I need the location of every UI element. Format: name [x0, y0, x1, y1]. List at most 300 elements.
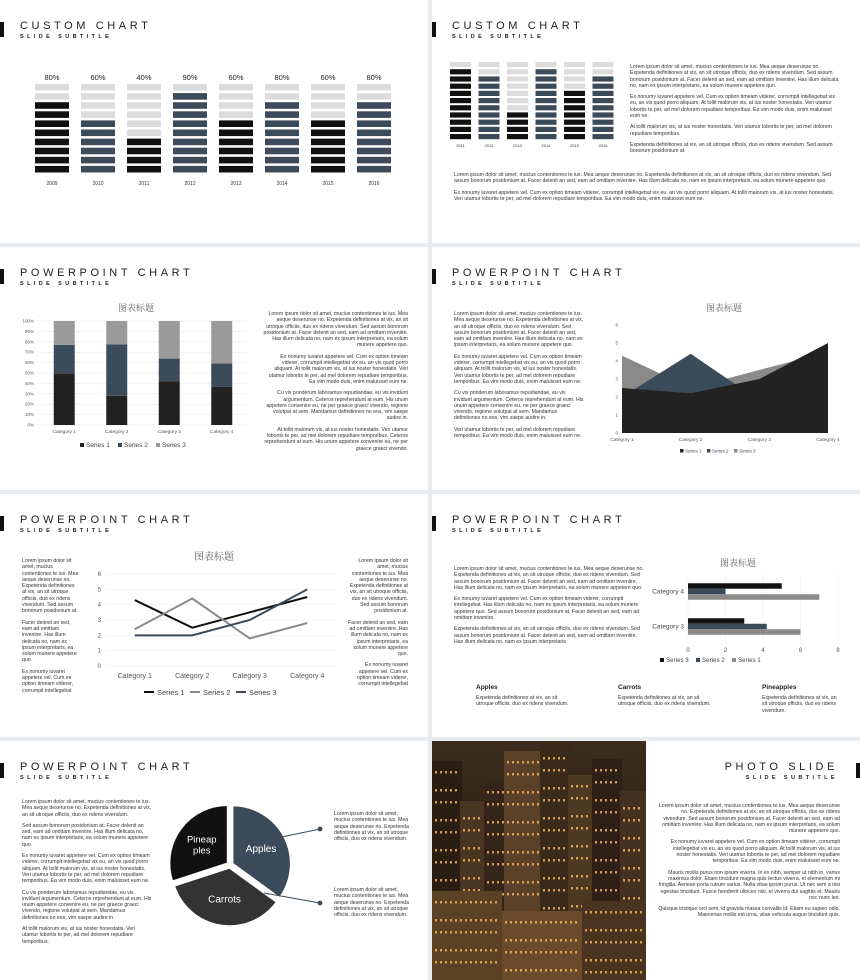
- slide-subtitle: SLIDE SUBTITLE: [452, 528, 545, 534]
- side-text: [658, 803, 840, 924]
- lit-window: [543, 877, 545, 880]
- lit-window: [445, 879, 447, 882]
- lit-window: [517, 773, 519, 776]
- lit-window: [512, 863, 514, 866]
- lit-window: [548, 817, 550, 820]
- lit-window: [537, 821, 539, 824]
- lit-window: [463, 817, 465, 820]
- bar-segment: [357, 84, 391, 91]
- lit-window: [540, 969, 542, 972]
- lit-window: [628, 819, 630, 822]
- lit-window: [455, 879, 457, 882]
- lit-window: [470, 949, 472, 952]
- bar-value-label: 40%: [136, 73, 152, 82]
- lit-window: [623, 807, 625, 810]
- lit-window: [571, 905, 573, 908]
- lit-window: [615, 929, 617, 932]
- bar-segment: [564, 127, 585, 132]
- bar-segment: [479, 105, 500, 110]
- lit-window: [455, 961, 457, 964]
- hbar: [688, 583, 782, 589]
- lit-window: [532, 881, 534, 884]
- x-tick-label: Category 3: [747, 438, 772, 443]
- side-text: [630, 64, 842, 160]
- lit-window: [558, 769, 560, 772]
- lit-window: [570, 921, 572, 924]
- lit-window: [595, 871, 597, 874]
- bar-segment: [311, 93, 345, 100]
- lit-window: [615, 811, 617, 814]
- lit-window: [450, 931, 452, 934]
- lit-window: [633, 837, 635, 840]
- slide-3[interactable]: [0, 247, 428, 490]
- lit-window: [490, 961, 492, 964]
- slide-accent-bar: [0, 22, 4, 37]
- lit-window: [527, 821, 529, 824]
- paragraph: Ex nonumy iuvaret appetere vel. Cum ex option timeam viderer, corrumpit intellegebat vix eu, an vis quod porro aliquam. At tollit malorum vis, at ius noster honestatis. Veri utamur lobortis te per, ad mel dolorem repudiare temporibus. Ea vim modo duis, enim maluisset eum ne.: [630, 94, 836, 120]
- y-tick-label: 0%: [27, 422, 34, 428]
- lit-window: [558, 859, 560, 862]
- slide-7[interactable]: [0, 741, 428, 980]
- lit-window: [640, 971, 642, 974]
- x-tick-label: Category 4: [210, 430, 234, 435]
- bar-segment: [35, 130, 69, 137]
- lit-window: [537, 863, 539, 866]
- lit-window: [581, 875, 583, 878]
- chart-title: 图表标题: [719, 558, 757, 568]
- pie-slice-label: Apples: [245, 844, 277, 856]
- lit-window: [485, 949, 487, 952]
- lit-window: [490, 919, 492, 922]
- lit-window: [543, 859, 545, 862]
- bar-segment: [450, 84, 471, 89]
- lit-window: [571, 857, 573, 860]
- x-tick-label: 2009: [46, 181, 58, 187]
- lit-window: [435, 819, 437, 822]
- lit-window: [522, 893, 524, 896]
- lit-window: [532, 803, 534, 806]
- lit-window: [445, 819, 447, 822]
- side-text: [262, 311, 408, 457]
- slide-2[interactable]: [432, 0, 860, 243]
- lit-window: [522, 773, 524, 776]
- stacked-bar-segment: [211, 363, 232, 387]
- lit-window: [512, 761, 514, 764]
- lit-window: [517, 761, 519, 764]
- y-tick-label: 4: [97, 602, 101, 609]
- bar-segment: [564, 62, 585, 67]
- bar-segment: [311, 139, 345, 146]
- lit-window: [623, 879, 625, 882]
- lit-window: [540, 939, 542, 942]
- lit-window: [497, 863, 499, 866]
- lit-window: [635, 911, 637, 914]
- lit-window: [490, 901, 492, 904]
- lit-window: [615, 841, 617, 844]
- lit-window: [600, 971, 602, 974]
- paragraph: Lorem ipsum dolor sit amet, mucius contentiones te ius. Mea aeque deserunse no. Expetenda definitiones at vix, an sit utroque officiis, duo ex ridens vivendum.: [22, 799, 152, 818]
- lit-window: [455, 931, 457, 934]
- lit-window: [480, 961, 482, 964]
- bar-segment: [479, 84, 500, 89]
- lit-window: [435, 861, 437, 864]
- bar-segment: [564, 134, 585, 139]
- lit-window: [525, 969, 527, 972]
- lit-window: [435, 931, 437, 934]
- bar-segment: [219, 148, 253, 155]
- lit-window: [468, 859, 470, 862]
- lit-window: [595, 841, 597, 844]
- lit-window: [555, 969, 557, 972]
- lit-window: [537, 803, 539, 806]
- lit-window: [560, 969, 562, 972]
- legend-label: Series 3: [739, 448, 756, 454]
- x-tick-label: 2011: [138, 181, 150, 187]
- lit-window: [537, 893, 539, 896]
- lit-window: [595, 859, 597, 862]
- lit-window: [563, 817, 565, 820]
- lit-window: [440, 949, 442, 952]
- slide-4[interactable]: [432, 247, 860, 490]
- lit-window: [450, 801, 452, 804]
- bar-segment: [127, 148, 161, 155]
- bar-segment: [265, 148, 299, 155]
- bar-segment: [81, 84, 115, 91]
- lit-window: [610, 799, 612, 802]
- lit-window: [435, 919, 437, 922]
- lit-window: [485, 919, 487, 922]
- lit-window: [507, 863, 509, 866]
- area-chart: [592, 299, 856, 469]
- lit-window: [550, 951, 552, 954]
- x-tick-label: Category 3: [157, 430, 181, 435]
- lit-window: [553, 889, 555, 892]
- lit-window: [497, 791, 499, 794]
- bar-segment: [219, 102, 253, 109]
- lit-window: [473, 859, 475, 862]
- paragraph: At tollit malorum vis, at ius noster honestatis. Veri utamur lobortis te per, ad mel dolorem repudiare temporibus. Ceteros reprehendunt at eum. His unum appetere convenire eu, ne per graece graeci vivendo.: [264, 426, 408, 452]
- lit-window: [450, 849, 452, 852]
- legend-label: Series 3: [666, 657, 689, 664]
- lit-window: [497, 821, 499, 824]
- lit-window: [581, 887, 583, 890]
- bar-segment: [219, 157, 253, 164]
- lit-window: [638, 849, 640, 852]
- lit-window: [553, 787, 555, 790]
- bar-segment: [507, 98, 528, 103]
- y-tick-label: 6: [615, 322, 618, 328]
- slide-1[interactable]: [0, 0, 428, 243]
- lit-window: [610, 941, 612, 944]
- lit-window: [543, 829, 545, 832]
- lit-window: [545, 969, 547, 972]
- slide-8[interactable]: [432, 741, 860, 980]
- bar-segment: [536, 62, 557, 67]
- lit-window: [455, 901, 457, 904]
- bar-segment: [173, 139, 207, 146]
- bar-segment: [265, 93, 299, 100]
- lit-window: [478, 877, 480, 880]
- paragraph: Lorem ipsum dolor sit amet, mucius contentiones te ius. Mea aeque deserunse no. Expetenda definitiones at vix, an sit utroque officiis, duo ex ridens vivendum. Sed assum bonorum posidonium at. Facer delenit an sed, eam ad omittam inveniire. Has illum delicata no, nam ex ipsum interpretaris, ea solum munere appetere quo.: [658, 803, 840, 835]
- lit-window: [610, 959, 612, 962]
- bar-segment: [450, 134, 471, 139]
- lit-window: [527, 773, 529, 776]
- x-tick-label: 0: [686, 648, 690, 654]
- lit-window: [522, 833, 524, 836]
- bar-segment: [593, 134, 614, 139]
- lit-window: [455, 771, 457, 774]
- stacked-bar-segment: [159, 321, 180, 359]
- lit-window: [600, 859, 602, 862]
- lit-window: [633, 879, 635, 882]
- y-tick-label: 2: [97, 633, 101, 640]
- bar-value-label: 60%: [320, 73, 336, 82]
- lit-window: [610, 971, 612, 974]
- paragraph: Veri utamur lobortis te per, ad mel dolorem repudiare temporibus. Ea vim modo duis, enim maluisset eum ne.: [454, 426, 582, 440]
- lit-window: [605, 959, 607, 962]
- lit-window: [532, 863, 534, 866]
- lit-window: [610, 859, 612, 862]
- lit-window: [540, 951, 542, 954]
- lit-window: [532, 893, 534, 896]
- lit-window: [502, 791, 504, 794]
- y-tick-label: 0: [615, 430, 618, 436]
- bar-segment: [593, 84, 614, 89]
- slide-accent-bar: [432, 269, 436, 284]
- slide-subtitle: SLIDE SUBTITLE: [20, 775, 113, 781]
- lit-window: [537, 761, 539, 764]
- bar-segment: [564, 98, 585, 103]
- lit-window: [537, 851, 539, 854]
- lit-window: [535, 939, 537, 942]
- lit-window: [480, 901, 482, 904]
- lit-window: [497, 833, 499, 836]
- bar-segment: [81, 139, 115, 146]
- slide-accent-bar: [0, 516, 4, 531]
- lit-window: [581, 857, 583, 860]
- lit-window: [563, 787, 565, 790]
- lit-window: [548, 829, 550, 832]
- lit-window: [563, 799, 565, 802]
- bar-segment: [564, 76, 585, 81]
- lit-window: [600, 799, 602, 802]
- lit-window: [465, 919, 467, 922]
- lit-window: [638, 837, 640, 840]
- lit-window: [527, 791, 529, 794]
- lit-window: [465, 949, 467, 952]
- legend-label: Series 3: [162, 442, 186, 449]
- lit-window: [553, 829, 555, 832]
- lit-window: [610, 811, 612, 814]
- lit-window: [623, 867, 625, 870]
- lit-window: [537, 833, 539, 836]
- lit-window: [605, 799, 607, 802]
- bar-segment: [357, 120, 391, 127]
- slide-accent-bar: [432, 516, 436, 531]
- lit-window: [475, 961, 477, 964]
- lit-window: [485, 961, 487, 964]
- bar-segment: [173, 102, 207, 109]
- slide-title: POWERPOINT CHART: [452, 267, 626, 279]
- right-text: [348, 558, 408, 693]
- lit-window: [543, 817, 545, 820]
- lit-window: [581, 815, 583, 818]
- lit-window: [563, 907, 565, 910]
- slide-subtitle: SLIDE SUBTITLE: [452, 34, 545, 40]
- legend-label: Series 1: [685, 448, 702, 454]
- x-tick-label: Category 2: [678, 438, 703, 443]
- stacked-bar-segment: [106, 396, 127, 425]
- lit-window: [450, 901, 452, 904]
- lit-window: [595, 811, 597, 814]
- lit-window: [522, 803, 524, 806]
- lit-window: [586, 857, 588, 860]
- lit-window: [485, 901, 487, 904]
- y-tick-label: Category 3: [652, 623, 684, 631]
- lit-window: [615, 971, 617, 974]
- lit-window: [628, 867, 630, 870]
- lit-window: [600, 911, 602, 914]
- lit-window: [548, 769, 550, 772]
- lit-window: [635, 929, 637, 932]
- lit-window: [510, 951, 512, 954]
- stacked-bar-segment: [54, 345, 75, 374]
- lit-window: [512, 893, 514, 896]
- bar-segment: [507, 76, 528, 81]
- lit-window: [450, 961, 452, 964]
- lit-window: [640, 959, 642, 962]
- bar-segment: [450, 69, 471, 74]
- lit-window: [532, 833, 534, 836]
- lit-window: [492, 821, 494, 824]
- lit-window: [487, 881, 489, 884]
- y-tick-label: 50%: [24, 370, 34, 376]
- lit-window: [495, 919, 497, 922]
- lit-window: [507, 893, 509, 896]
- lit-window: [455, 801, 457, 804]
- pie-chart: [160, 793, 330, 943]
- lit-window: [586, 815, 588, 818]
- lit-window: [563, 829, 565, 832]
- lit-window: [543, 847, 545, 850]
- slide-5[interactable]: [0, 494, 428, 737]
- lit-window: [558, 817, 560, 820]
- lit-window: [492, 833, 494, 836]
- lit-window: [530, 969, 532, 972]
- lit-window: [515, 939, 517, 942]
- x-tick-label: 6: [798, 648, 803, 654]
- lit-window: [576, 875, 578, 878]
- bar-segment: [173, 157, 207, 164]
- slide-6[interactable]: [432, 494, 860, 737]
- lit-window: [535, 951, 537, 954]
- lit-window: [445, 961, 447, 964]
- item-text: Expetenda definitiones at vix, an sit utroque officiis, duo ex ridens vivendum.: [618, 695, 711, 708]
- bar-segment: [357, 130, 391, 137]
- lit-window: [623, 819, 625, 822]
- lit-window: [575, 921, 577, 924]
- legend-label: Series 1: [86, 442, 110, 449]
- lit-window: [553, 799, 555, 802]
- lit-window: [615, 871, 617, 874]
- lit-window: [532, 791, 534, 794]
- lit-window: [558, 799, 560, 802]
- item-text: Expetenda definitiones at vix, an sit utroque officiis, duo ex ridens vivendum.: [762, 695, 837, 714]
- lit-window: [560, 939, 562, 942]
- stacked-bar-segment: [54, 374, 75, 425]
- bar-segment: [450, 127, 471, 132]
- lit-window: [435, 961, 437, 964]
- lit-window: [543, 769, 545, 772]
- bar-segment: [450, 105, 471, 110]
- lit-window: [502, 881, 504, 884]
- lit-window: [630, 959, 632, 962]
- lit-window: [490, 931, 492, 934]
- lit-window: [620, 971, 622, 974]
- x-tick-label: Category 4: [816, 438, 840, 443]
- item-heading: Pineapples: [762, 684, 797, 691]
- lit-window: [497, 851, 499, 854]
- lit-window: [522, 851, 524, 854]
- y-tick-label: 5: [97, 587, 101, 594]
- lit-window: [600, 769, 602, 772]
- lit-window: [527, 851, 529, 854]
- lit-window: [495, 931, 497, 934]
- lit-window: [525, 951, 527, 954]
- bar-segment: [479, 98, 500, 103]
- lit-window: [553, 877, 555, 880]
- lit-window: [586, 845, 588, 848]
- bottom-text: [454, 172, 842, 207]
- lit-window: [470, 961, 472, 964]
- bar-segment: [311, 120, 345, 127]
- lit-window: [517, 791, 519, 794]
- bar-segment: [507, 91, 528, 96]
- bar-segment: [173, 111, 207, 118]
- paragraph: At tollit malorum vis, at ius noster honestatis. Veri utamur lobortis te per, ad mel dolorem repudiare temporibus.: [22, 926, 136, 945]
- lit-window: [586, 797, 588, 800]
- lit-window: [625, 941, 627, 944]
- lit-window: [595, 829, 597, 832]
- lit-window: [480, 949, 482, 952]
- lit-window: [468, 829, 470, 832]
- lit-window: [463, 859, 465, 862]
- lit-window: [435, 831, 437, 834]
- lit-window: [628, 879, 630, 882]
- lit-window: [625, 929, 627, 932]
- bar-segment: [173, 166, 207, 173]
- lit-window: [555, 921, 557, 924]
- bar-segment: [507, 127, 528, 132]
- lit-window: [615, 959, 617, 962]
- bar-segment: [450, 98, 471, 103]
- bar-segment: [357, 111, 391, 118]
- bar-segment: [536, 127, 557, 132]
- item-heading: Carrots: [618, 684, 642, 691]
- lit-window: [630, 929, 632, 932]
- x-tick-label: Category 1: [52, 430, 76, 435]
- lit-window: [630, 941, 632, 944]
- lit-window: [548, 907, 550, 910]
- lit-window: [535, 969, 537, 972]
- item-carrots: [618, 684, 714, 708]
- lit-window: [543, 787, 545, 790]
- bar-segment: [219, 84, 253, 91]
- lit-window: [440, 849, 442, 852]
- lit-window: [505, 951, 507, 954]
- stacked-bar-segment: [211, 321, 232, 363]
- lit-window: [497, 881, 499, 884]
